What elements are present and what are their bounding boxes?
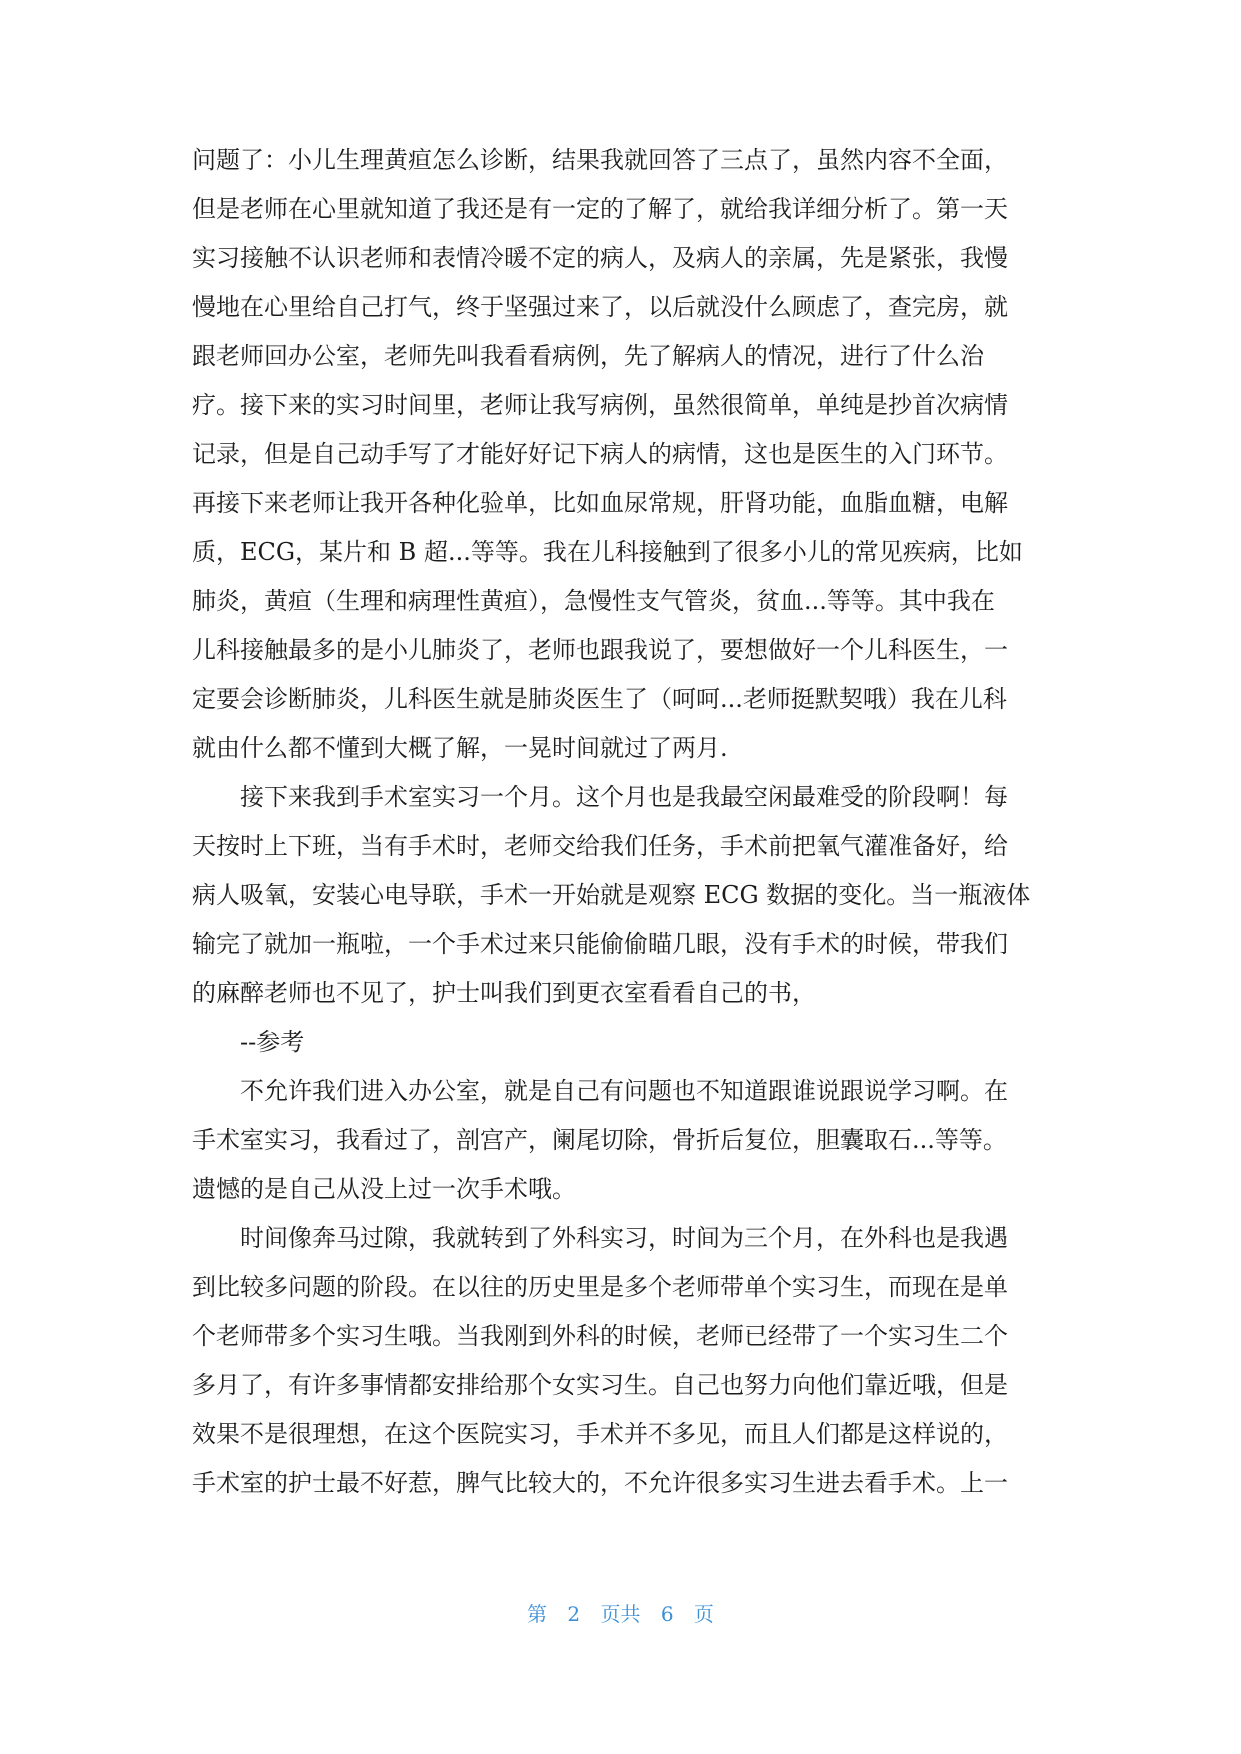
text-line: 儿科接触最多的是小儿肺炎了，老师也跟我说了，要想做好一个儿科医生，一 — [192, 636, 1008, 664]
text-line: 输完了就加一瓶啦，一个手术过来只能偷偷瞄几眼，没有手术的时候，带我们 — [192, 930, 1008, 958]
text-line: 不允许我们进入办公室，就是自己有问题也不知道跟谁说跟说学习啊。在 — [240, 1077, 1008, 1105]
text-line: 遗憾的是自己从没上过一次手术哦。 — [192, 1175, 576, 1203]
text-line: 实习接触不认识老师和表情冷暖不定的病人，及病人的亲属，先是紧张，我慢 — [192, 244, 1008, 272]
text-line: 记录，但是自己动手写了才能好好记下病人的病情，这也是医生的入门环节。 — [192, 440, 1008, 468]
text-line: 到比较多问题的阶段。在以往的历史里是多个老师带单个实习生，而现在是单 — [192, 1273, 1008, 1301]
text-line: 就由什么都不懂到大概了解，一晃时间就过了两月. — [192, 734, 728, 762]
text-line: 慢地在心里给自己打气，终于坚强过来了，以后就没什么顾虑了，查完房，就 — [192, 293, 1008, 321]
page-number-footer: 第 2 页共 6 页 — [527, 1602, 714, 1626]
text-line: 效果不是很理想，在这个医院实习，手术并不多见，而且人们都是这样说的， — [192, 1420, 1008, 1448]
text-line: 疗。接下来的实习时间里，老师让我写病例，虽然很简单，单纯是抄首次病情 — [192, 391, 1008, 419]
text-line: 定要会诊断肺炎，儿科医生就是肺炎医生了（呵呵...老师挺默契哦）我在儿科 — [192, 685, 1007, 713]
text-line: 病人吸氧，安装心电导联，手术一开始就是观察 ECG 数据的变化。当一瓶液体 — [192, 881, 1031, 909]
text-line: 问题了：小儿生理黄疸怎么诊断，结果我就回答了三点了，虽然内容不全面， — [192, 146, 1008, 174]
text-line: 肺炎，黄疸（生理和病理性黄疸），急慢性支气管炎，贫血...等等。其中我在 — [192, 587, 995, 615]
text-line: 天按时上下班，当有手术时，老师交给我们任务，手术前把氧气灌准备好，给 — [192, 832, 1008, 860]
text-line: --参考 — [240, 1028, 305, 1056]
text-line: 跟老师回办公室，老师先叫我看看病例，先了解病人的情况，进行了什么治 — [192, 342, 984, 370]
text-line: 接下来我到手术室实习一个月。这个月也是我最空闲最难受的阶段啊！每 — [240, 783, 1008, 811]
text-line: 时间像奔马过隙，我就转到了外科实习，时间为三个月，在外科也是我遇 — [240, 1224, 1008, 1252]
text-line: 质，ECG，某片和 B 超...等等。我在儿科接触到了很多小儿的常见疾病，比如 — [192, 538, 1023, 566]
text-line: 手术室的护士最不好惹，脾气比较大的，不允许很多实习生进去看手术。上一 — [192, 1469, 1008, 1497]
text-line: 手术室实习，我看过了，剖宫产，阑尾切除，骨折后复位，胆囊取石...等等。 — [192, 1126, 1007, 1154]
text-line: 多月了，有许多事情都安排给那个女实习生。自己也努力向他们靠近哦，但是 — [192, 1371, 1008, 1399]
text-line: 但是老师在心里就知道了我还是有一定的了解了，就给我详细分析了。第一天 — [192, 195, 1008, 223]
text-line: 再接下来老师让我开各种化验单，比如血尿常规，肝肾功能，血脂血糖，电解 — [192, 489, 1008, 517]
text-line: 个老师带多个实习生哦。当我刚到外科的时候，老师已经带了一个实习生二个 — [192, 1322, 1008, 1350]
text-line: 的麻醉老师也不见了，护士叫我们到更衣室看看自己的书， — [192, 979, 816, 1007]
